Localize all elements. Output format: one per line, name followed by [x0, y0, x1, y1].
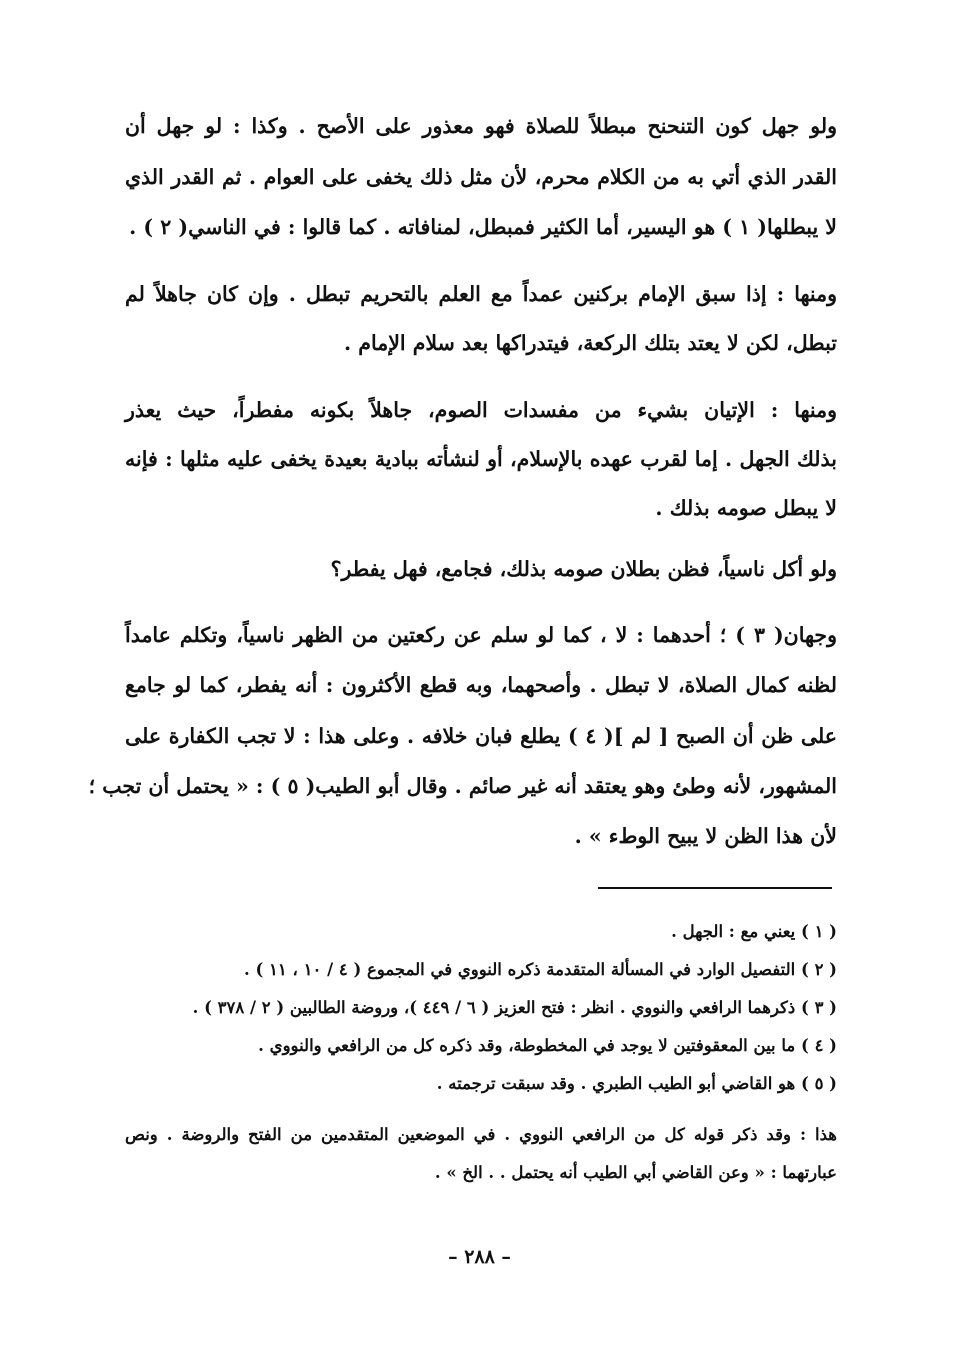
footnote: ( ٢ ) التفصيل الوارد في المسألة المتقدمة ذكره النووي في المجموع ( ٤ / ١٠ ، ١١ ) .: [243, 960, 837, 979]
body-line: ومنها : إذا سبق الإمام بركنين عمداً مع العلم بالتحريم تبطل . وإن كان جاهلاً لم: [125, 282, 837, 306]
body-line: لا يبطل صومه بذلك .: [655, 496, 837, 520]
footnote: ( ٣ ) ذكرهما الرافعي والنووي . انظر : فتح العزيز ( ٦ / ٤٤٩ )، وروضة الطالبين ( ٢ / ٣٧٨ ) .: [192, 998, 837, 1017]
body-line: لأن هذا الظن لا يبيح الوطء » .: [574, 824, 837, 848]
body-line: بذلك الجهل . إما لقرب عهده بالإسلام، أو لنشأته ببادية بعيدة يخفى عليه مثلها : فإنه: [125, 447, 837, 471]
footnote: ( ١ ) يعني مع : الجهل .: [671, 922, 837, 941]
footnote-separator: [598, 887, 832, 889]
body-line: ولو جهل كون التنحنح مبطلاً للصلاة فهو معذور على الأصح . وكذا : لو جهل أن: [125, 114, 837, 138]
body-line: على ظن أن الصبح [ لم ]( ٤ ) يطلع فبان خلافه . وعلى هذا : لا تجب الكفارة على: [125, 724, 837, 748]
footnote-note: عبارتهما : « وعن القاضي أبي الطيب أنه يحتمل . . الخ » .: [434, 1163, 837, 1182]
footnote-note: هذا : وقد ذكر قوله كل من الرافعي النووي . في الموضعين المتقدمين من الفتح والروضة . ونص: [125, 1125, 837, 1144]
body-line: تبطل، لكن لا يعتد بتلك الركعة، فيتدراكها بعد سلام الإمام .: [344, 331, 837, 355]
body-line: لظنه كمال الصلاة، لا تبطل . وأصحهما، وبه قطع الأكثرون : أنه يفطر، كما لو جامع: [125, 673, 837, 697]
body-line: لا يبطلها( ١ ) هو اليسير، أما الكثير فمبطل، لمنافاته . كما قالوا : في الناسي( ٢ ) .: [129, 215, 837, 239]
footnote: ( ٥ ) هو القاضي أبو الطيب الطبري . وقد سبقت ترجمته .: [436, 1074, 837, 1093]
body-line: وجهان( ٣ ) ؛ أحدهما : لا ، كما لو سلم عن ركعتين من الظهر ناسياً، وتكلم عامداً: [125, 623, 837, 647]
body-line: القدر الذي أتي به من الكلام محرم، لأن مثل ذلك يخفى على العوام . ثم القدر الذي: [125, 165, 837, 189]
body-line: ومنها : الإتيان بشيء من مفسدات الصوم، جاهلاً بكونه مفطراً، حيث يعذر: [125, 398, 837, 422]
body-line: المشهور، لأنه وطئ وهو يعتقد أنه غير صائم . وقال أبو الطيب( ٥ ) : « يحتمل أن تجب ؛: [88, 774, 837, 798]
footnote: ( ٤ ) ما بين المعقوفتين لا يوجد في المخطوطة، وقد ذكره كل من الرافعي والنووي .: [258, 1036, 837, 1055]
body-line: ولو أكل ناسياً، فظن بطلان صومه بذلك، فجامع، فهل يفطر؟: [330, 557, 837, 581]
page-number: – ٢٨٨ –: [448, 1246, 511, 1268]
